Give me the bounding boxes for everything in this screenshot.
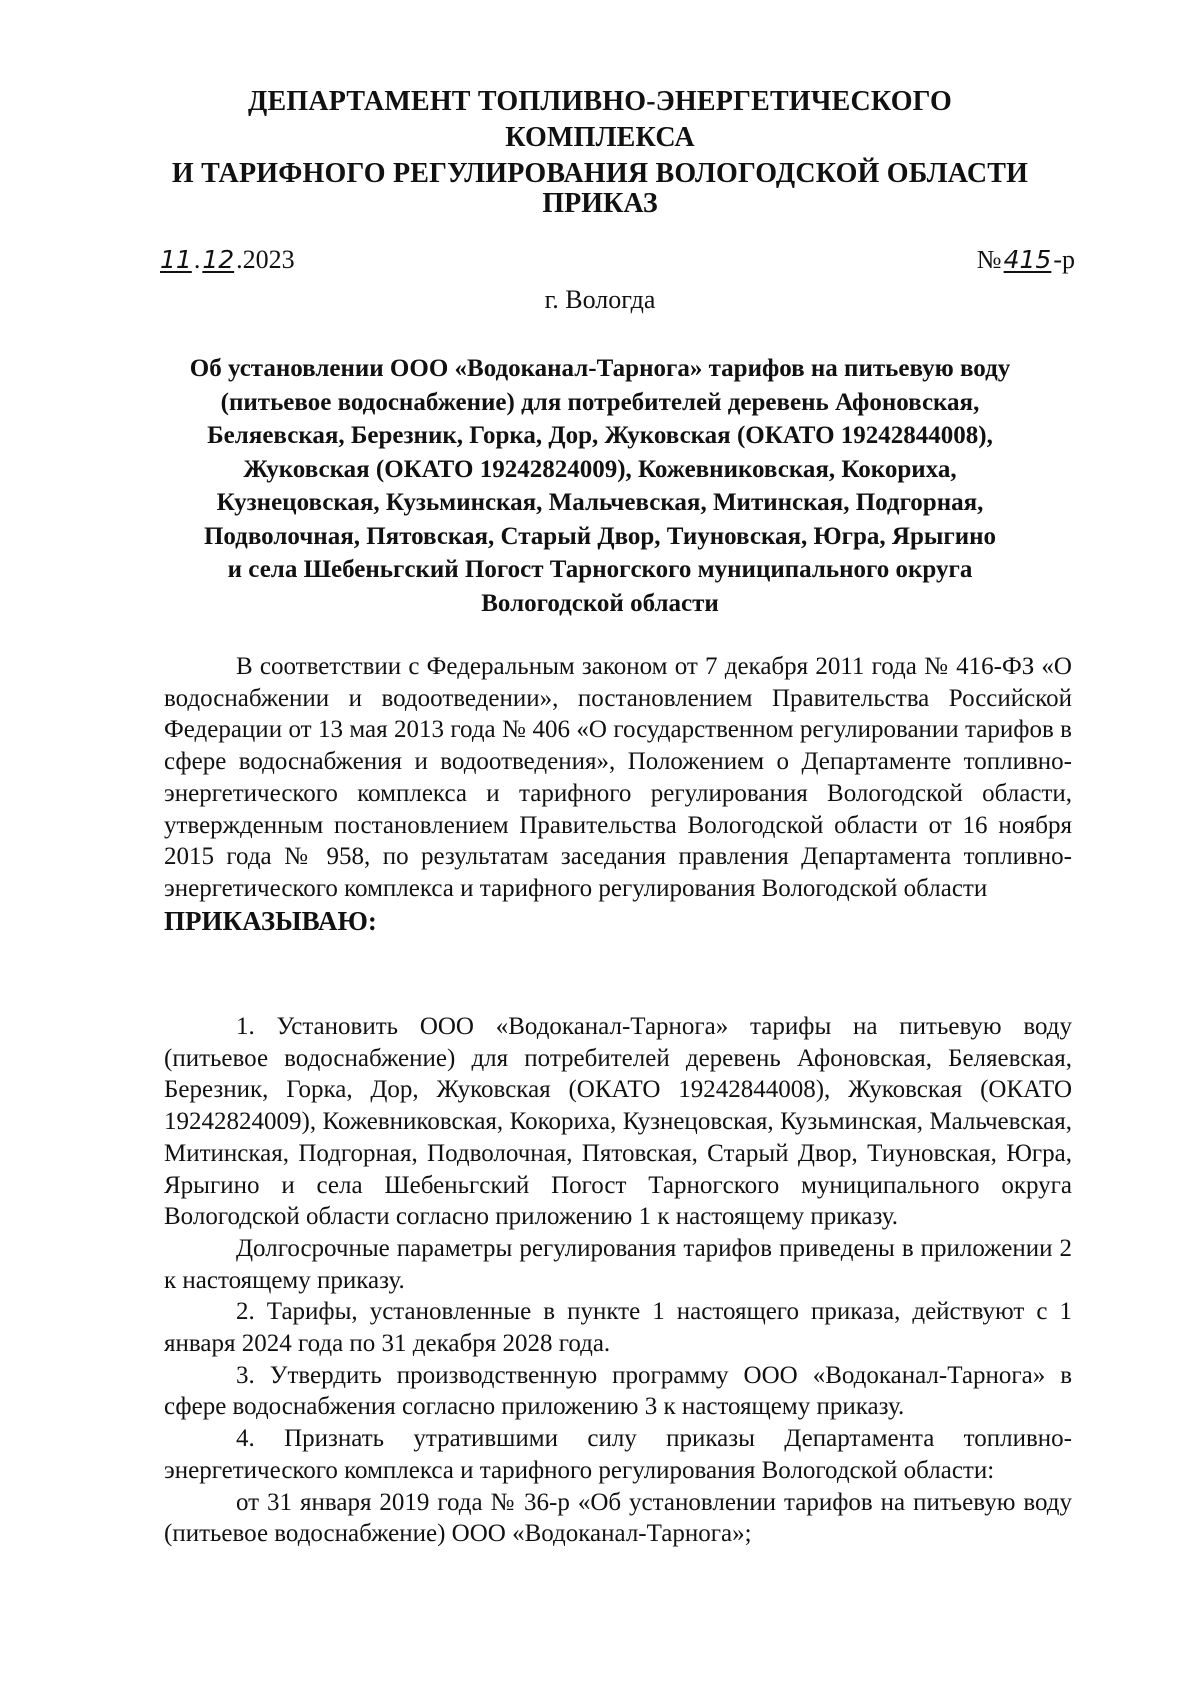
order-item: Долгосрочные параметры регулирования тарифов приведены в приложении 2 к настоящему приказу. — [164, 1234, 1072, 1294]
subject-line: Подволочная, Пятовская, Старый Двор, Тиуновская, Югра, Ярыгино — [203, 522, 997, 550]
order-subject — [150, 352, 1050, 620]
date-year: .2023 — [236, 245, 295, 274]
preamble — [164, 651, 1072, 905]
subject-line: и села Шебеньгский Погост Тарногского муниципального округа — [227, 556, 973, 583]
department-line-2: И ТАРИФНОГО РЕГУЛИРОВАНИЯ ВОЛОГОДСКОЙ ОБЛАСТИ — [171, 158, 1029, 189]
number-sign: № — [976, 245, 1002, 274]
date-separator: . — [193, 245, 201, 274]
handwritten-month: 12 — [202, 245, 235, 274]
order-date — [158, 244, 295, 276]
order-item: 1. Установить ООО «Водоканал-Тарнога» тарифы на питьевую воду (питьевое водоснабжение) для потребителей деревень Афоновская, Беляевская, Березник, Горка, Дор, Жуковская (ОКАТО 19242844008), Жуковская (ОКАТО 19242824009), Кожевниковская, Кокориха, Кузнецовская, Кузьминская, Мальчевская, Митинская, Подгорная, Подволочная, Пятовская, Старый Двор, Тиуновская, Югра, Ярыгино и села Шебеньгский Погост Тарногского муниципального округа Вологодской области согласно приложению 1 к настоящему приказу. — [164, 1013, 1072, 1231]
handwritten-number: 415 — [1003, 245, 1052, 274]
handwritten-day: 11 — [160, 245, 192, 274]
order-word: ПРИКАЗЫВАЮ: — [164, 906, 377, 936]
order-number — [977, 244, 1075, 276]
order-item: 2. Тарифы, установленные в пункте 1 настоящего приказа, действуют с 1 января 2024 года по 31 декабря 2028 года. — [164, 1298, 1072, 1358]
order-item: 4. Признать утратившими силу приказы Департамента топливно-энергетического комплекса и тарифного регулирования Вологодской области: — [164, 1425, 1072, 1484]
subject-line: (питьевое водоснабжение) для потребителей деревень Афоновская, — [220, 388, 980, 416]
subject-line: Вологодской области — [481, 589, 719, 617]
number-suffix: -р — [1053, 245, 1075, 274]
department-name — [150, 84, 1050, 192]
preamble-paragraph: В соответствии с Федеральным законом от 7 декабря 2011 года № 416-ФЗ «О водоснабжении и водоотведении», постановлением Правительства Российской Федерации от 13 мая 2013 года № 406 «О государственном регулировании тарифов в сфере водоснабжения и водоотведения», Положением о Департаменте топливно-энергетического комплекса и тарифного регулирования Вологодской области, утвержденным постановлением Правительства Вологодской области от 16 ноября 2015 года № 958, по результатам заседания правления Департамента топливно-энергетического комплекса и тарифного регулирования Вологодской области — [164, 653, 1072, 902]
order-item: 3. Утвердить производственную программу ООО «Водоканал-Тарнога» в сфере водоснабжения согласно приложению 3 к настоящему приказу. — [164, 1361, 1072, 1421]
subject-line: Об установлении ООО «Водоканал-Тарнога» тарифов на питьевую воду — [189, 355, 1011, 382]
subject-line: Кузнецовская, Кузьминская, Мальчевская, Митинская, Подгорная, — [216, 489, 984, 516]
subject-line: Жуковская (ОКАТО 19242824009), Кожевниковская, Кокориха, — [243, 455, 957, 483]
order-items — [164, 1011, 1072, 1550]
order-item: от 31 января 2019 года № 36-р «Об установлении тарифов на питьевую воду (питьевое водоснабжение) ООО «Водоканал-Тарнога»; — [164, 1488, 1072, 1548]
city: г. Вологда — [544, 285, 656, 314]
department-line-1: ДЕПАРТАМЕНТ ТОПЛИВНО-ЭНЕРГЕТИЧЕСКОГО КОМПЛЕКСА — [248, 86, 952, 153]
document-type: ПРИКАЗ — [542, 188, 658, 219]
subject-line: Беляевская, Березник, Горка, Дор, Жуковская (ОКАТО 19242844008), — [207, 422, 993, 449]
